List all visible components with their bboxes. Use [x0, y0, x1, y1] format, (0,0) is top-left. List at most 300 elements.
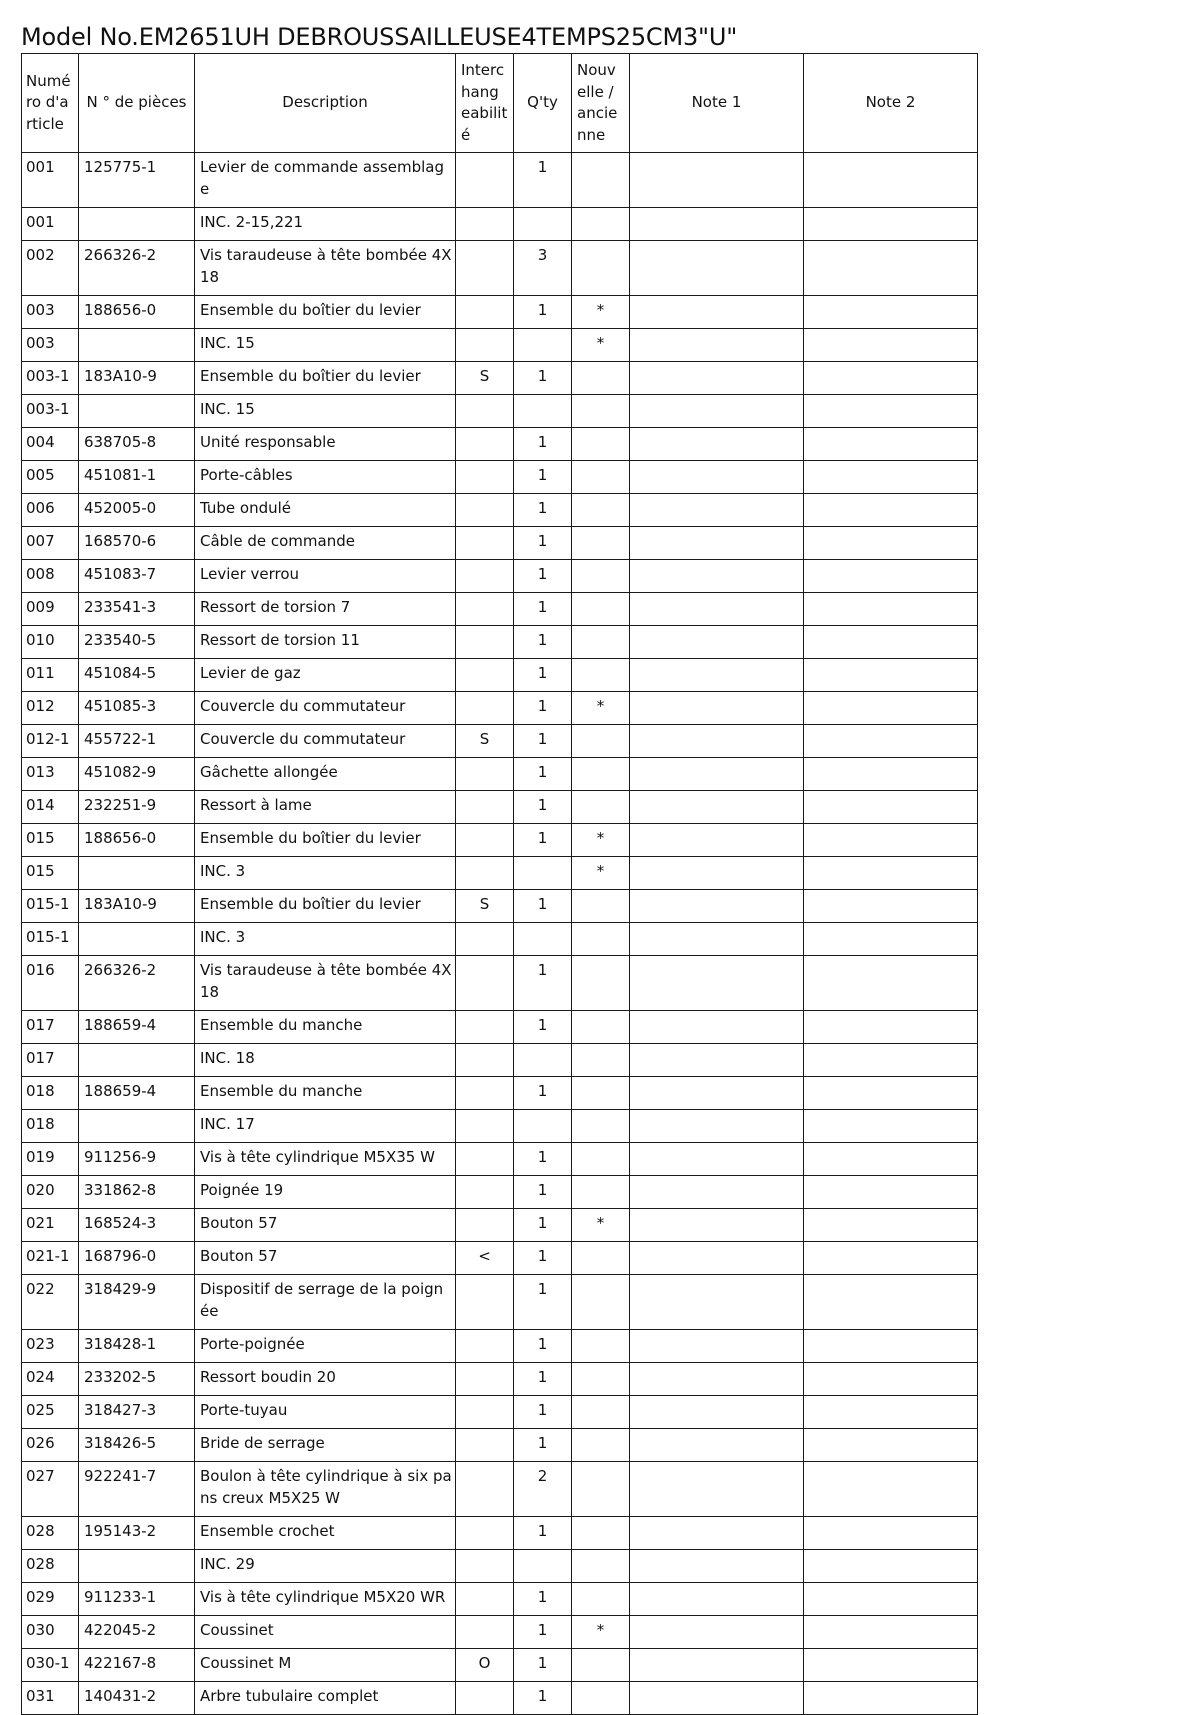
cell-note-1: [630, 461, 804, 494]
cell-description: Boulon à tête cylindrique à six pa ns creux M5X25 W: [195, 1462, 456, 1517]
table-row: [22, 208, 978, 241]
cell-quantity: 1: [514, 593, 572, 626]
cell-interchangeability: [456, 824, 514, 857]
cell-part-number: 331862-8: [79, 1176, 195, 1209]
cell-new-old: [572, 461, 630, 494]
cell-new-old: [572, 659, 630, 692]
cell-part-number: [79, 329, 195, 362]
cell-note-1: [630, 890, 804, 923]
table-row: [22, 1616, 978, 1649]
cell-part-number: 911233-1: [79, 1583, 195, 1616]
cell-note-2: [804, 1330, 978, 1363]
cell-note-2: [804, 1682, 978, 1715]
column-header-part-number: N ° de pièces: [79, 54, 195, 153]
table-row: [22, 1429, 978, 1462]
cell-interchangeability: [456, 1517, 514, 1550]
cell-note-1: [630, 1143, 804, 1176]
table-row: [22, 1682, 978, 1715]
cell-description: Vis à tête cylindrique M5X35 W: [195, 1143, 456, 1176]
table-row: [22, 362, 978, 395]
column-header-quantity: Q'ty: [514, 54, 572, 153]
cell-part-number: 451081-1: [79, 461, 195, 494]
column-header-note-2: Note 2: [804, 54, 978, 153]
cell-description: Ensemble du manche: [195, 1077, 456, 1110]
cell-interchangeability: S: [456, 890, 514, 923]
cell-quantity: 1: [514, 1649, 572, 1682]
cell-description: Ressort à lame: [195, 791, 456, 824]
cell-new-old: [572, 956, 630, 1011]
cell-note-1: [630, 725, 804, 758]
cell-part-number: 451084-5: [79, 659, 195, 692]
table-row: [22, 1550, 978, 1583]
cell-quantity: 1: [514, 1429, 572, 1462]
table-row: [22, 593, 978, 626]
cell-note-2: [804, 1649, 978, 1682]
cell-new-old: *: [572, 1616, 630, 1649]
table-row: [22, 824, 978, 857]
cell-note-2: [804, 890, 978, 923]
parts-table-body: [22, 153, 978, 1715]
cell-new-old: [572, 890, 630, 923]
cell-note-2: [804, 923, 978, 956]
cell-interchangeability: [456, 461, 514, 494]
cell-note-2: [804, 824, 978, 857]
cell-interchangeability: [456, 208, 514, 241]
cell-new-old: [572, 725, 630, 758]
cell-description: Levier de gaz: [195, 659, 456, 692]
cell-quantity: [514, 923, 572, 956]
cell-note-1: [630, 329, 804, 362]
cell-note-2: [804, 1462, 978, 1517]
cell-description: Ensemble du boîtier du levier: [195, 362, 456, 395]
cell-item-number: 028: [22, 1550, 79, 1583]
table-row: [22, 527, 978, 560]
table-row: [22, 692, 978, 725]
cell-description: Coussinet: [195, 1616, 456, 1649]
cell-description: Bouton 57: [195, 1209, 456, 1242]
cell-quantity: [514, 1110, 572, 1143]
cell-part-number: 422045-2: [79, 1616, 195, 1649]
cell-interchangeability: [456, 758, 514, 791]
table-row: [22, 1077, 978, 1110]
cell-note-2: [804, 362, 978, 395]
cell-note-1: [630, 560, 804, 593]
cell-note-2: [804, 461, 978, 494]
table-row: [22, 791, 978, 824]
cell-quantity: 1: [514, 956, 572, 1011]
cell-quantity: [514, 1044, 572, 1077]
cell-note-2: [804, 1143, 978, 1176]
cell-item-number: 001: [22, 208, 79, 241]
cell-quantity: 1: [514, 1242, 572, 1275]
cell-note-2: [804, 593, 978, 626]
table-row: [22, 758, 978, 791]
cell-note-2: [804, 1583, 978, 1616]
cell-note-2: [804, 857, 978, 890]
cell-new-old: [572, 593, 630, 626]
cell-description: Ensemble crochet: [195, 1517, 456, 1550]
cell-part-number: [79, 1044, 195, 1077]
cell-description: INC. 3: [195, 923, 456, 956]
cell-note-1: [630, 791, 804, 824]
cell-interchangeability: [456, 1330, 514, 1363]
cell-interchangeability: [456, 692, 514, 725]
cell-description: Porte-poignée: [195, 1330, 456, 1363]
cell-quantity: 1: [514, 1011, 572, 1044]
cell-new-old: [572, 1143, 630, 1176]
cell-new-old: [572, 1583, 630, 1616]
cell-quantity: [514, 395, 572, 428]
cell-item-number: 014: [22, 791, 79, 824]
cell-item-number: 001: [22, 153, 79, 208]
cell-item-number: 003-1: [22, 395, 79, 428]
cell-new-old: [572, 527, 630, 560]
cell-part-number: 232251-9: [79, 791, 195, 824]
table-row: [22, 153, 978, 208]
cell-interchangeability: [456, 1363, 514, 1396]
cell-note-1: [630, 593, 804, 626]
cell-item-number: 005: [22, 461, 79, 494]
cell-note-1: [630, 296, 804, 329]
cell-note-2: [804, 241, 978, 296]
cell-interchangeability: [456, 1077, 514, 1110]
cell-quantity: 1: [514, 362, 572, 395]
cell-part-number: 318428-1: [79, 1330, 195, 1363]
cell-note-1: [630, 692, 804, 725]
cell-description: INC. 15: [195, 395, 456, 428]
cell-interchangeability: [456, 1462, 514, 1517]
cell-note-2: [804, 1242, 978, 1275]
cell-note-1: [630, 1044, 804, 1077]
cell-part-number: 168524-3: [79, 1209, 195, 1242]
cell-item-number: 017: [22, 1044, 79, 1077]
cell-part-number: 452005-0: [79, 494, 195, 527]
cell-part-number: 195143-2: [79, 1517, 195, 1550]
cell-new-old: [572, 362, 630, 395]
table-row: [22, 1209, 978, 1242]
table-row: [22, 659, 978, 692]
cell-new-old: [572, 626, 630, 659]
cell-interchangeability: S: [456, 362, 514, 395]
cell-note-1: [630, 1363, 804, 1396]
cell-description: INC. 15: [195, 329, 456, 362]
cell-quantity: 1: [514, 791, 572, 824]
cell-note-1: [630, 923, 804, 956]
cell-note-1: [630, 1011, 804, 1044]
table-row: [22, 1242, 978, 1275]
cell-item-number: 004: [22, 428, 79, 461]
cell-description: Gâchette allongée: [195, 758, 456, 791]
cell-quantity: 1: [514, 1363, 572, 1396]
cell-item-number: 008: [22, 560, 79, 593]
cell-part-number: 188656-0: [79, 296, 195, 329]
cell-item-number: 013: [22, 758, 79, 791]
cell-quantity: [514, 1550, 572, 1583]
cell-part-number: 451082-9: [79, 758, 195, 791]
table-row: [22, 1330, 978, 1363]
cell-item-number: 022: [22, 1275, 79, 1330]
cell-quantity: 1: [514, 1396, 572, 1429]
cell-description: Vis à tête cylindrique M5X20 WR: [195, 1583, 456, 1616]
cell-note-2: [804, 791, 978, 824]
cell-interchangeability: [456, 1396, 514, 1429]
table-row: [22, 1649, 978, 1682]
cell-part-number: [79, 395, 195, 428]
cell-part-number: 188656-0: [79, 824, 195, 857]
cell-quantity: 1: [514, 1176, 572, 1209]
cell-item-number: 015-1: [22, 923, 79, 956]
cell-quantity: 1: [514, 461, 572, 494]
cell-note-1: [630, 428, 804, 461]
cell-description: Ensemble du manche: [195, 1011, 456, 1044]
cell-note-2: [804, 758, 978, 791]
table-row: [22, 395, 978, 428]
cell-description: INC. 3: [195, 857, 456, 890]
cell-interchangeability: [456, 857, 514, 890]
cell-note-2: [804, 428, 978, 461]
cell-part-number: [79, 1550, 195, 1583]
cell-quantity: 1: [514, 296, 572, 329]
cell-note-1: [630, 1429, 804, 1462]
cell-item-number: 009: [22, 593, 79, 626]
cell-interchangeability: [456, 791, 514, 824]
cell-item-number: 018: [22, 1077, 79, 1110]
cell-quantity: 3: [514, 241, 572, 296]
cell-quantity: 1: [514, 494, 572, 527]
cell-description: Ressort boudin 20: [195, 1363, 456, 1396]
cell-interchangeability: [456, 494, 514, 527]
cell-note-2: [804, 1550, 978, 1583]
cell-quantity: 1: [514, 560, 572, 593]
cell-new-old: [572, 1044, 630, 1077]
cell-new-old: [572, 1550, 630, 1583]
cell-note-2: [804, 1396, 978, 1429]
cell-new-old: [572, 1462, 630, 1517]
cell-part-number: 638705-8: [79, 428, 195, 461]
cell-note-2: [804, 1077, 978, 1110]
cell-note-2: [804, 395, 978, 428]
cell-quantity: 1: [514, 692, 572, 725]
cell-description: Dispositif de serrage de la poign ée: [195, 1275, 456, 1330]
cell-quantity: [514, 857, 572, 890]
cell-part-number: 183A10-9: [79, 362, 195, 395]
cell-description: Bouton 57: [195, 1242, 456, 1275]
cell-item-number: 031: [22, 1682, 79, 1715]
cell-note-2: [804, 1429, 978, 1462]
table-row: [22, 461, 978, 494]
table-row: [22, 428, 978, 461]
cell-part-number: 422167-8: [79, 1649, 195, 1682]
column-header-interchangeability: Interc hang eabilit é: [456, 54, 514, 153]
cell-note-2: [804, 296, 978, 329]
cell-interchangeability: [456, 527, 514, 560]
cell-part-number: 233202-5: [79, 1363, 195, 1396]
cell-note-1: [630, 1330, 804, 1363]
cell-quantity: 1: [514, 428, 572, 461]
cell-quantity: 1: [514, 1517, 572, 1550]
cell-interchangeability: S: [456, 725, 514, 758]
table-row: [22, 1044, 978, 1077]
cell-new-old: [572, 1275, 630, 1330]
cell-item-number: 003-1: [22, 362, 79, 395]
cell-quantity: 1: [514, 1143, 572, 1176]
cell-quantity: 1: [514, 758, 572, 791]
cell-part-number: 318429-9: [79, 1275, 195, 1330]
table-row: [22, 1517, 978, 1550]
cell-note-2: [804, 1011, 978, 1044]
cell-description: Porte-câbles: [195, 461, 456, 494]
cell-part-number: 451083-7: [79, 560, 195, 593]
table-row: [22, 956, 978, 1011]
cell-description: INC. 18: [195, 1044, 456, 1077]
table-row: [22, 1363, 978, 1396]
cell-item-number: 018: [22, 1110, 79, 1143]
cell-quantity: [514, 329, 572, 362]
cell-item-number: 011: [22, 659, 79, 692]
cell-quantity: 1: [514, 1682, 572, 1715]
table-row: [22, 725, 978, 758]
cell-note-1: [630, 1682, 804, 1715]
cell-note-2: [804, 1176, 978, 1209]
cell-item-number: 027: [22, 1462, 79, 1517]
cell-interchangeability: [456, 1550, 514, 1583]
cell-description: INC. 29: [195, 1550, 456, 1583]
cell-item-number: 030: [22, 1616, 79, 1649]
cell-interchangeability: [456, 1209, 514, 1242]
cell-item-number: 017: [22, 1011, 79, 1044]
cell-description: Ensemble du boîtier du levier: [195, 824, 456, 857]
cell-note-1: [630, 1517, 804, 1550]
cell-interchangeability: [456, 1143, 514, 1176]
cell-part-number: 318426-5: [79, 1429, 195, 1462]
table-row: [22, 1275, 978, 1330]
cell-part-number: 168570-6: [79, 527, 195, 560]
cell-part-number: 125775-1: [79, 153, 195, 208]
cell-item-number: 024: [22, 1363, 79, 1396]
cell-new-old: [572, 241, 630, 296]
cell-interchangeability: [456, 428, 514, 461]
cell-part-number: 266326-2: [79, 956, 195, 1011]
cell-quantity: 1: [514, 1616, 572, 1649]
cell-part-number: 168796-0: [79, 1242, 195, 1275]
cell-note-2: [804, 494, 978, 527]
cell-new-old: [572, 153, 630, 208]
cell-item-number: 021-1: [22, 1242, 79, 1275]
cell-new-old: [572, 428, 630, 461]
cell-item-number: 028: [22, 1517, 79, 1550]
cell-item-number: 012: [22, 692, 79, 725]
cell-description: Couvercle du commutateur: [195, 692, 456, 725]
cell-part-number: 266326-2: [79, 241, 195, 296]
cell-description: Ressort de torsion 11: [195, 626, 456, 659]
cell-note-2: [804, 153, 978, 208]
cell-description: Coussinet M: [195, 1649, 456, 1682]
cell-note-1: [630, 1396, 804, 1429]
cell-note-1: [630, 1242, 804, 1275]
cell-description: Poignée 19: [195, 1176, 456, 1209]
cell-item-number: 015: [22, 824, 79, 857]
table-row: [22, 1396, 978, 1429]
cell-part-number: 140431-2: [79, 1682, 195, 1715]
cell-item-number: 015-1: [22, 890, 79, 923]
cell-item-number: 015: [22, 857, 79, 890]
cell-quantity: 1: [514, 659, 572, 692]
cell-note-2: [804, 1044, 978, 1077]
cell-quantity: 1: [514, 1209, 572, 1242]
cell-note-2: [804, 692, 978, 725]
cell-note-1: [630, 241, 804, 296]
table-row: [22, 857, 978, 890]
cell-new-old: [572, 1011, 630, 1044]
cell-interchangeability: [456, 1583, 514, 1616]
cell-description: Vis taraudeuse à tête bombée 4X 18: [195, 241, 456, 296]
cell-new-old: [572, 494, 630, 527]
cell-note-2: [804, 527, 978, 560]
cell-item-number: 007: [22, 527, 79, 560]
cell-item-number: 010: [22, 626, 79, 659]
cell-interchangeability: [456, 329, 514, 362]
cell-interchangeability: [456, 1110, 514, 1143]
cell-new-old: *: [572, 692, 630, 725]
cell-new-old: *: [572, 296, 630, 329]
cell-new-old: [572, 791, 630, 824]
cell-quantity: 1: [514, 527, 572, 560]
cell-note-1: [630, 626, 804, 659]
cell-part-number: [79, 208, 195, 241]
table-row: [22, 1110, 978, 1143]
cell-new-old: [572, 1363, 630, 1396]
cell-item-number: 003: [22, 296, 79, 329]
cell-note-1: [630, 1550, 804, 1583]
cell-description: Levier verrou: [195, 560, 456, 593]
cell-note-1: [630, 1583, 804, 1616]
cell-note-2: [804, 1517, 978, 1550]
cell-item-number: 006: [22, 494, 79, 527]
cell-note-1: [630, 824, 804, 857]
page-title: Model No.EM2651UH DEBROUSSAILLEUSE4TEMPS25CM3"U": [21, 23, 738, 51]
cell-quantity: 1: [514, 626, 572, 659]
cell-interchangeability: [456, 1429, 514, 1462]
cell-item-number: 021: [22, 1209, 79, 1242]
cell-new-old: [572, 923, 630, 956]
cell-new-old: [572, 1110, 630, 1143]
cell-part-number: 318427-3: [79, 1396, 195, 1429]
table-row: [22, 494, 978, 527]
cell-note-2: [804, 659, 978, 692]
cell-item-number: 019: [22, 1143, 79, 1176]
cell-quantity: 1: [514, 153, 572, 208]
cell-description: Ensemble du boîtier du levier: [195, 890, 456, 923]
cell-quantity: 1: [514, 824, 572, 857]
cell-item-number: 012-1: [22, 725, 79, 758]
table-row: [22, 890, 978, 923]
cell-new-old: [572, 758, 630, 791]
cell-quantity: 1: [514, 1330, 572, 1363]
cell-part-number: 188659-4: [79, 1077, 195, 1110]
cell-item-number: 029: [22, 1583, 79, 1616]
column-header-item-number: Numé ro d'a rticle: [22, 54, 79, 153]
table-row: [22, 1176, 978, 1209]
cell-note-2: [804, 1209, 978, 1242]
cell-new-old: *: [572, 824, 630, 857]
cell-interchangeability: [456, 241, 514, 296]
table-row: [22, 241, 978, 296]
cell-note-2: [804, 1110, 978, 1143]
cell-note-2: [804, 1363, 978, 1396]
table-row: [22, 1143, 978, 1176]
cell-interchangeability: [456, 560, 514, 593]
column-header-note-1: Note 1: [630, 54, 804, 153]
